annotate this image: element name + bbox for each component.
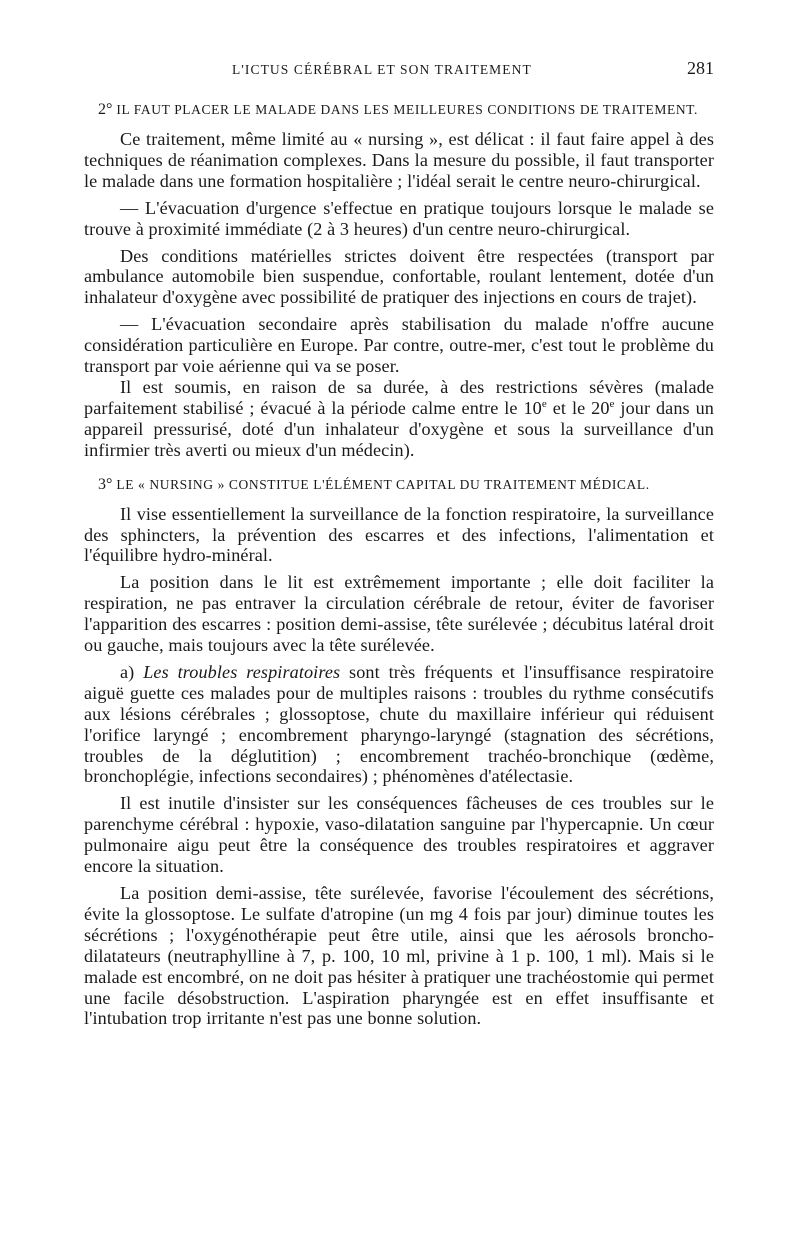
section-2-heading (98, 100, 714, 119)
paragraph: Il est inutile d'insister sur les conséquences fâcheuses de ces troubles sur le parenchyme cérébral : hypoxie, vaso-dilatation sanguine par l'hypercapnie. Un cœur pulmonaire aigu peut être la conséquence des troubles respiratoires et aggraver encore la situation. (84, 793, 714, 877)
paragraph: — L'évacuation d'urgence s'effectue en pratique toujours lorsque le malade se trouve à proximité immédiate (2 à 3 heures) d'un centre neuro-chirurgical. (84, 197, 714, 239)
section-3-heading-text: LE « NURSING » CONSTITUE L'ÉLÉMENT CAPITAL DU TRAITEMENT MÉDICAL. (116, 476, 650, 492)
section-2-heading-text: IL FAUT PLACER LE MALADE DANS LES MEILLEURES CONDITIONS DE TRAITEMENT. (116, 102, 698, 117)
item-a-title: Les troubles respiratoires (143, 661, 341, 682)
paragraph: La position demi-assise, tête surélevée, favorise l'écoulement des sécrétions, évite la glossoptose. Le sulfate d'atropine (un mg 4 fois par jour) diminue toutes les sécrétions ; l'oxygénothérapie peut être utile, ainsi que les aérosols broncho-dilatateurs (neutraphylline à 7, p. 100, 10 ml, privine à 1 p. 100, 1 ml). Mais si le malade est encombré, on ne doit pas hésiter à pratiquer une trachéostomie qui permet une facile désobstruction. L'aspiration pharyngée est en effet insuffisante et l'intubation trop irritante n'est pas une bonne solution. (84, 883, 714, 1029)
section-3-heading (98, 475, 714, 494)
item-a-paragraph: a) Les troubles respiratoires sont très fréquents et l'insuffisance respiratoire aiguë guette ces malades pour de multiples raisons : troubles du rythme consécutifs aux lésions cérébrales ; glossoptose, chute du maxillaire inférieur qui réduisent l'orifice laryngé ; encombrement pharyngo-laryngé (stagnation des sécrétions, troubles de la déglutition) ; encombrement trachéo-bronchique (œdème, bronchoplégie, infections secondaires) ; phénomènes d'atélectasie. (84, 661, 714, 787)
paragraph: Des conditions matérielles strictes doivent être respectées (transport par ambulance automobile bien suspendue, confortable, roulant lentement, dotée d'un inhalateur d'oxygène avec possibilité de pratiquer des injections en cours de trajet). (84, 245, 714, 308)
paragraph: La position dans le lit est extrêmement importante ; elle doit faciliter la respiration, ne pas entraver la circulation cérébrale de retour, éviter de favoriser l'apparition des escarres : position demi-assise, tête surélevée ; décubitus latéral droit ou gauche, mais toujours avec la tête surélevée. (84, 572, 714, 656)
paragraph: Ce traitement, même limité au « nursing », est délicat : il faut faire appel à des techniques de réanimation complexes. Dans la mesure du possible, il faut transporter le malade dans une formation hospitalière ; l'idéal serait le centre neuro-chirurgical. (84, 129, 714, 191)
book-page (84, 56, 714, 1029)
paragraph: Il est soumis, en raison de sa durée, à des restrictions sévères (malade parfaitement stabilisé ; évacué à la période calme entre le 10e et le 20e jour dans un appareil pressurisé, doté d'un inhalateur d'oxygène et sous la surveillance d'un infirmier très averti ou mieux d'un médecin). (84, 376, 715, 460)
paragraph: — L'évacuation secondaire après stabilisation du malade n'offre aucune considération particulière en Europe. Par contre, outre-mer, c'est tout le problème du transport par voie aérienne qui va se poser. (84, 314, 714, 377)
page-number: 281 (687, 58, 714, 78)
section-2-number: 2° (98, 101, 113, 118)
section-3-number: 3° (98, 475, 113, 493)
paragraph: Il vise essentiellement la surveillance de la fonction respiratoire, la surveillance des sphincters, la prévention des escarres et des infections, l'alimentation et l'équilibre hydro-minéral. (84, 503, 714, 566)
running-title: L'ICTUS CÉRÉBRAL ET SON TRAITEMENT (232, 62, 532, 77)
running-header (84, 56, 714, 84)
